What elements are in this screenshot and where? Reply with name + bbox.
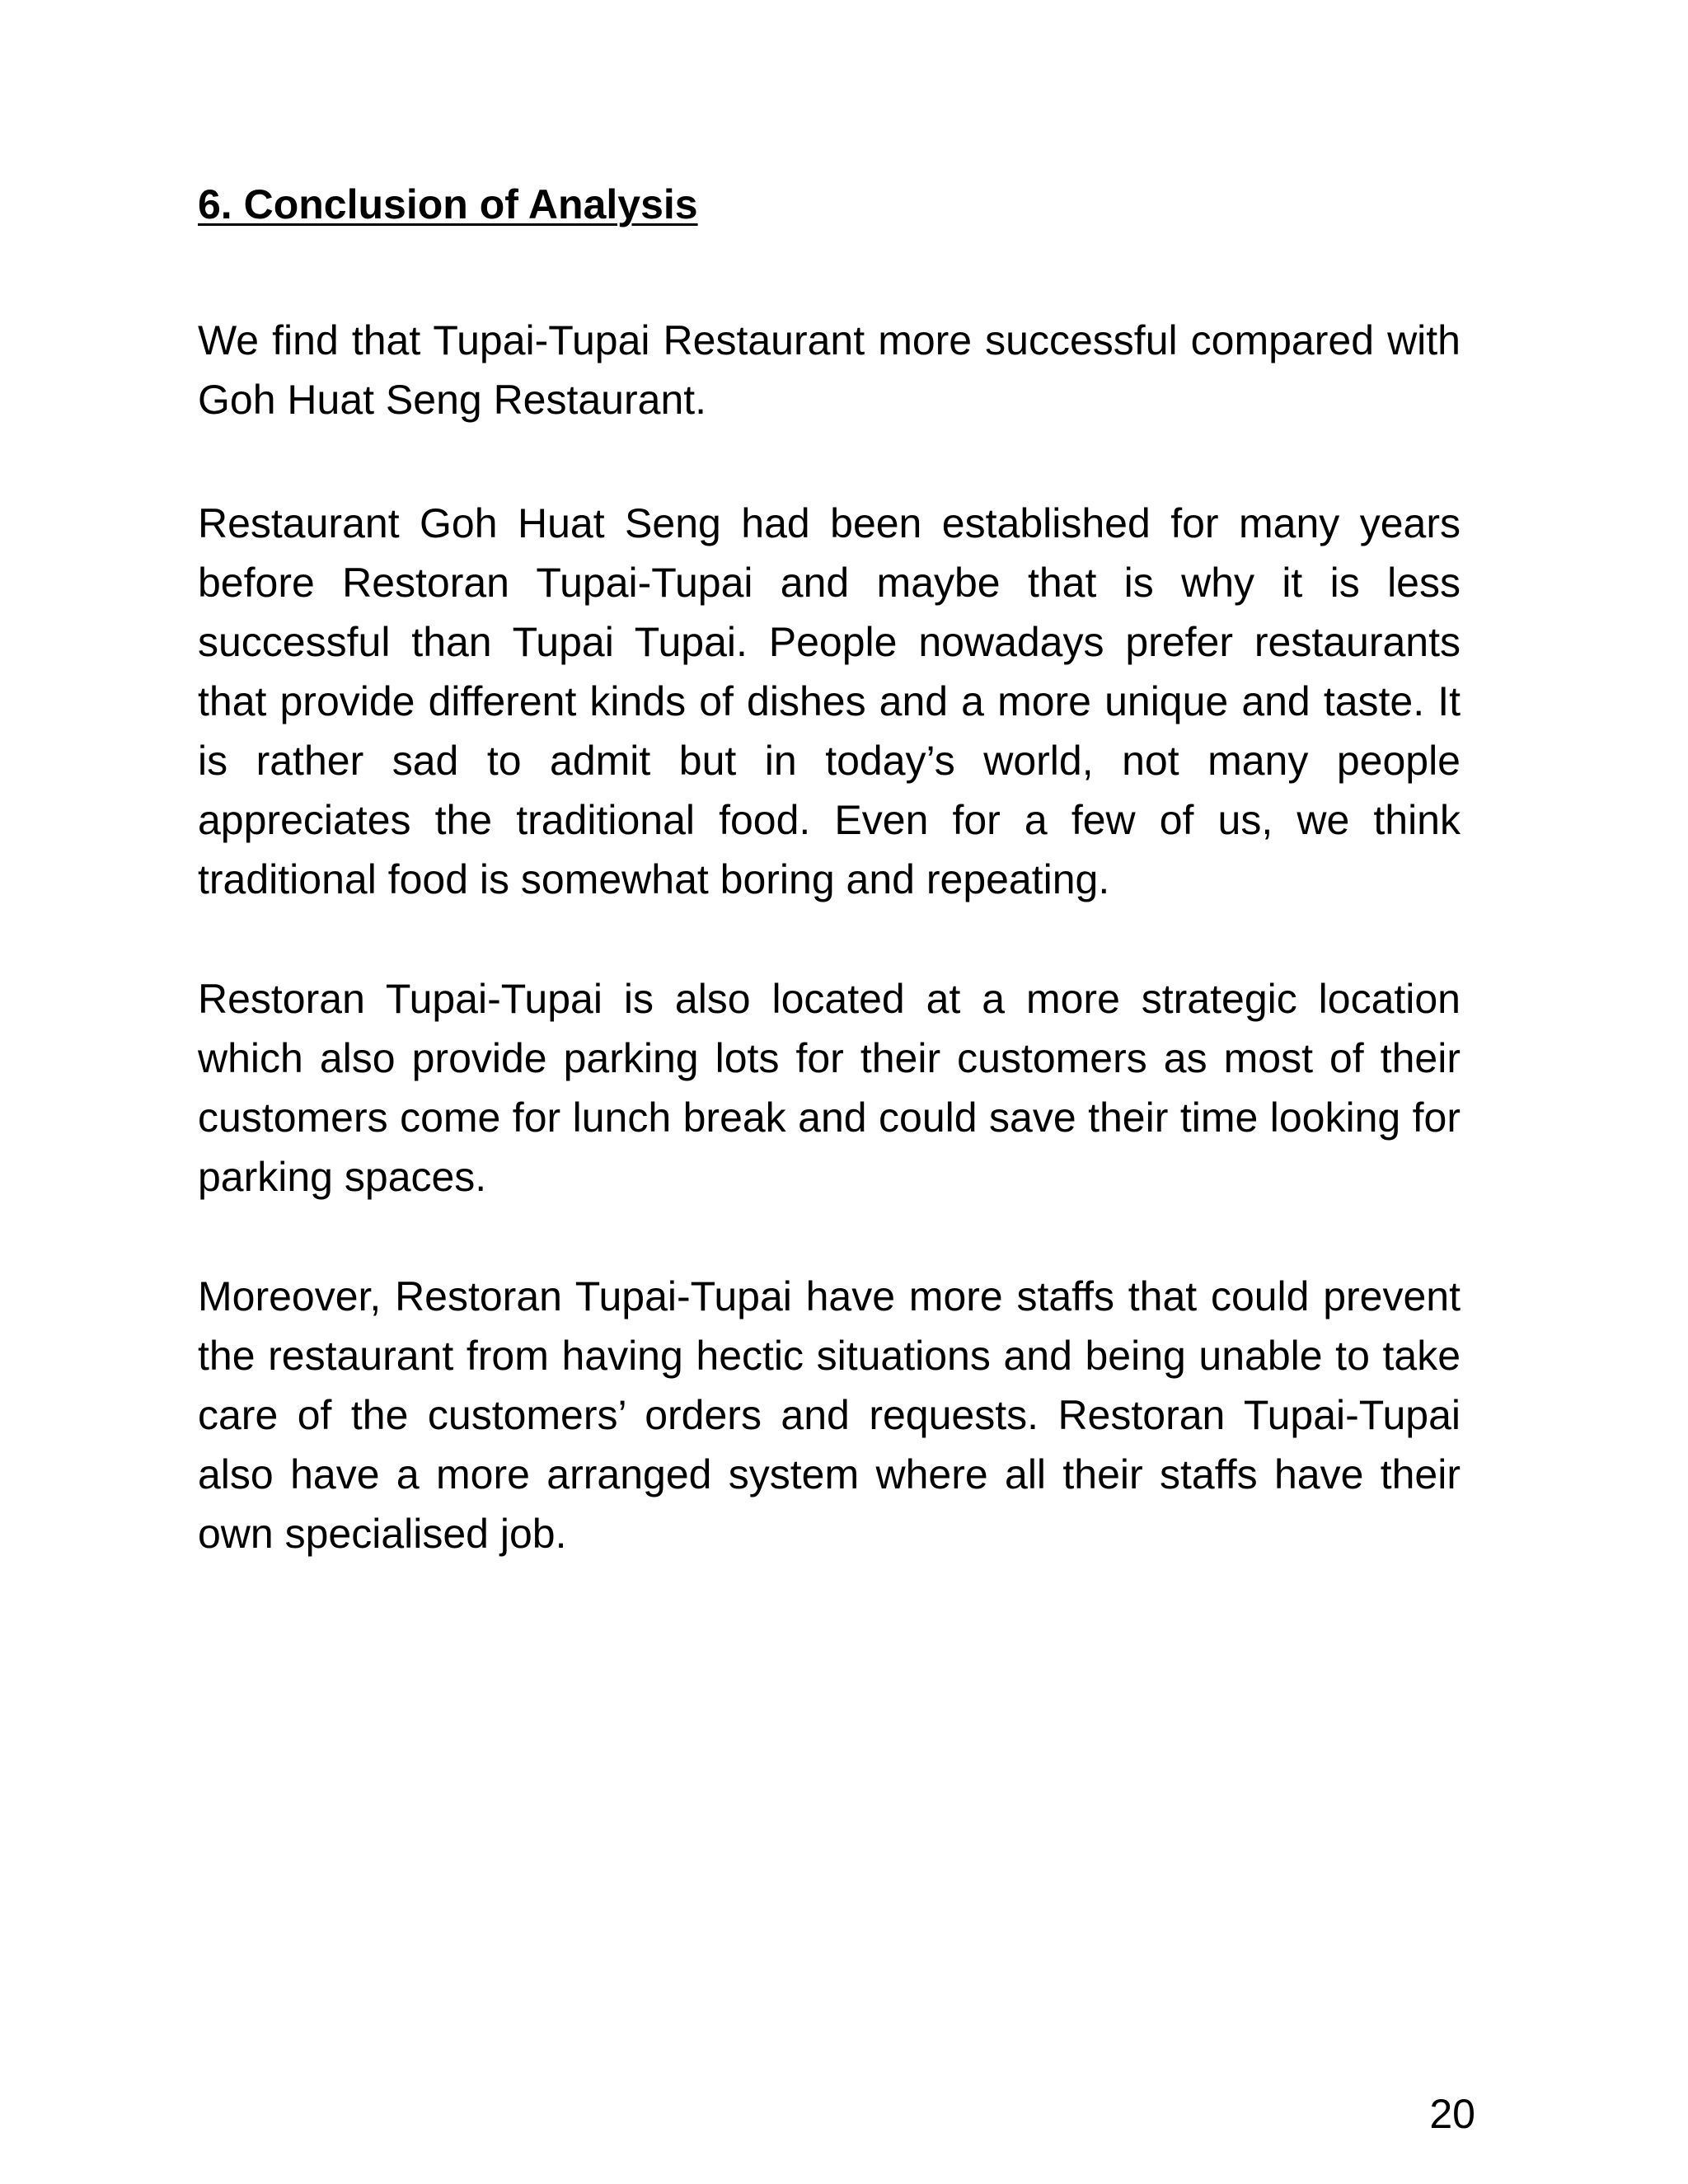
page-number: 20 (1429, 2091, 1475, 2137)
paragraph-history: Restaurant Goh Huat Seng had been established for many years before Restoran Tupai-Tupai and maybe that is why it is less successful than Tupai Tupai. People nowadays prefer restaurants that provide different kinds of dishes and a more unique and taste. It is rather sad to admit but in today’s world, not many people appreciates the traditional food. Even for a few of us, we think traditional food is somewhat boring and repeating. (198, 500, 1461, 902)
paragraph-staffing: Moreover, Restoran Tupai-Tupai have more staffs that could prevent the restaurant from having hectic situations and being unable to take care of the customers’ orders and requests. Restoran Tupai-Tupai also have a more arranged system where all their staffs have their own specialised job. (198, 1273, 1461, 1557)
paragraph-location: Restoran Tupai-Tupai is also located at a more strategic location which also provide parking lots for their customers as most of their customers come for lunch break and could save their time looking for parking spaces. (198, 976, 1461, 1200)
paragraph-summary: We find that Tupai-Tupai Restaurant more successful compared with Goh Huat Seng Restaurant. (198, 317, 1461, 423)
section-heading: 6. Conclusion of Analysis (198, 181, 698, 227)
